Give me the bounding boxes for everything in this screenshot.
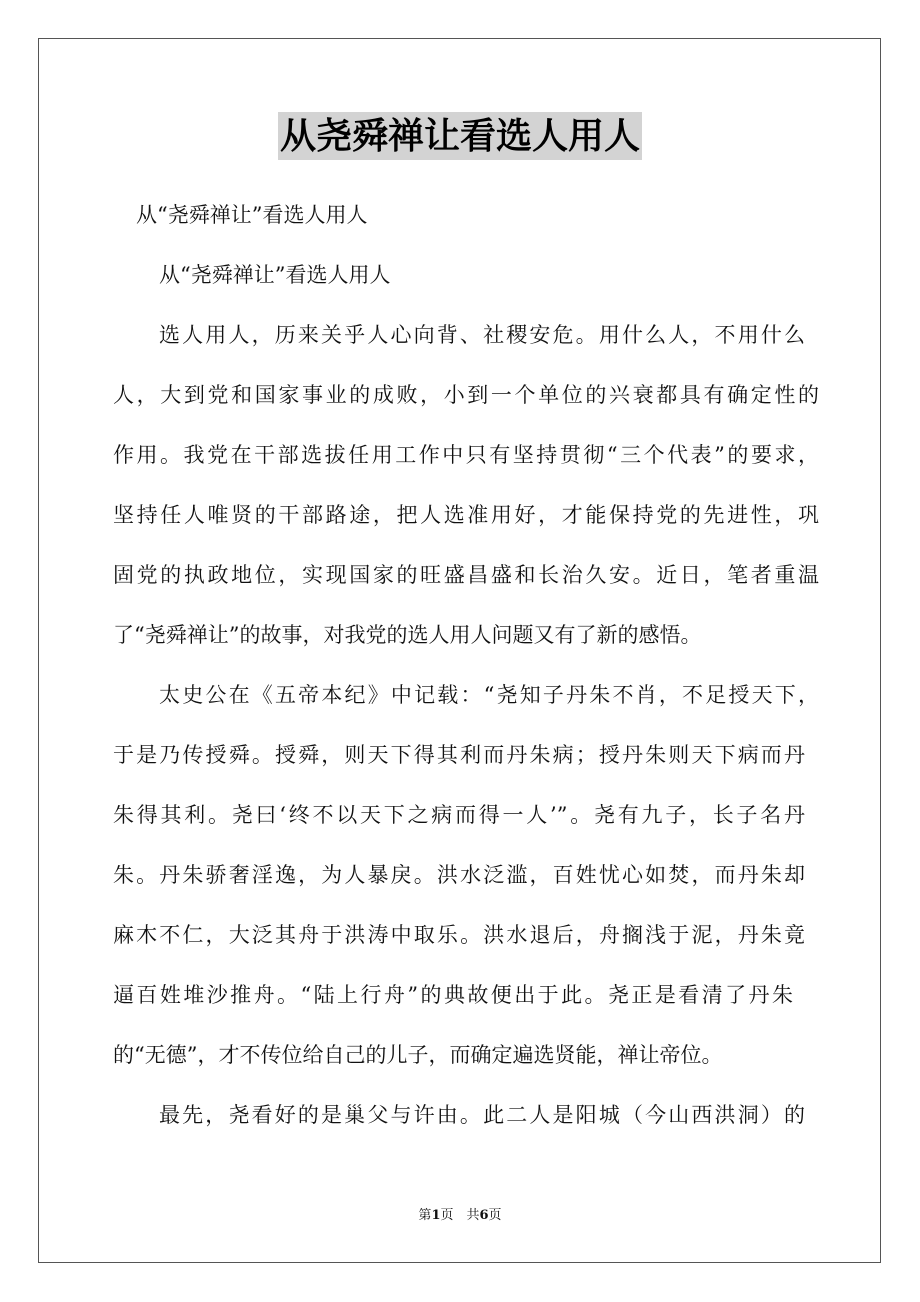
subtitle-line-1: 从“尧舜禅让”看选人用人 xyxy=(136,203,368,227)
body-line: 朱得其利。尧曰‘终不以天下之病而得一人’”。尧有九子，长子名丹 xyxy=(113,803,805,827)
title-container xyxy=(0,112,920,160)
total-page-number: 6 xyxy=(479,1208,489,1223)
body-line: 坚持任人唯贤的干部路途，把人选准用好，才能保持党的先进性，巩 xyxy=(113,503,819,527)
body-line: 太史公在《五帝本纪》中记载：“尧知子丹朱不肖，不足授天下， xyxy=(159,683,819,707)
body-line: 人，大到党和国家事业的成败，小到一个单位的兴衰都具有确定性的 xyxy=(113,383,819,407)
body-line: 朱。丹朱骄奢淫逸，为人暴戾。洪水泛滥，百姓忧心如焚，而丹朱却 xyxy=(113,863,805,887)
page-footer xyxy=(0,1204,920,1223)
body-line: 最先，尧看好的是巢父与许由。此二人是阳城（今山西洪洞）的 xyxy=(159,1103,805,1127)
body-line: 了“尧舜禅让”的故事，对我党的选人用人问题又有了新的感悟。 xyxy=(113,623,702,647)
body-line: 麻木不仁，大泛其舟于洪涛中取乐。洪水退后，舟搁浅于泥，丹朱竟 xyxy=(113,923,805,947)
subtitle-line-2: 从“尧舜禅让”看选人用人 xyxy=(159,263,391,287)
current-page-number: 1 xyxy=(431,1208,441,1223)
document-title: 从尧舜禅让看选人用人 xyxy=(278,112,642,160)
body-line: 于是乃传授舜。授舜，则天下得其利而丹朱病；授丹朱则天下病而丹 xyxy=(113,743,805,767)
footer-text: 页 xyxy=(488,1208,502,1223)
body-line: 固党的执政地位，实现国家的旺盛昌盛和长治久安。近日，笔者重温 xyxy=(113,563,819,587)
footer-text: 页 共 xyxy=(440,1208,480,1223)
body-line: 选人用人，历来关乎人心向背、社稷安危。用什么人，不用什么 xyxy=(159,323,805,347)
footer-text: 第 xyxy=(418,1208,432,1223)
body-line: 作用。我党在干部选拔任用工作中只有坚持贯彻“三个代表”的要求， xyxy=(113,443,819,467)
body-line: 的“无德”，才不传位给自己的儿子，而确定遍选贤能，禅让帝位。 xyxy=(113,1043,723,1067)
body-line: 逼百姓堆沙推舟。“陆上行舟”的典故便出于此。尧正是看清了丹朱 xyxy=(113,983,793,1007)
